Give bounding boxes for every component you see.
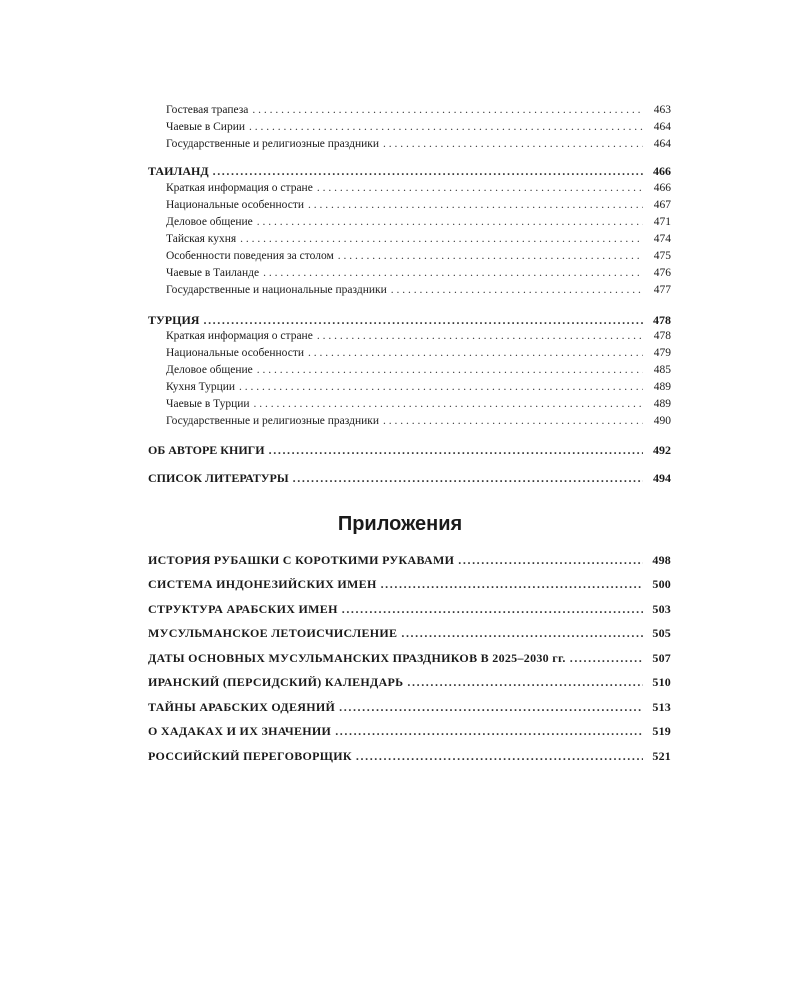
toc-entry[interactable] bbox=[166, 250, 671, 268]
dot-leader bbox=[339, 700, 643, 715]
toc-entry-page: 478 bbox=[653, 330, 671, 342]
toc-entry-title: Чаевые в Сирии bbox=[166, 121, 246, 133]
toc-chapter-title: СПИСОК ЛИТЕРАТУРЫ bbox=[148, 471, 289, 485]
toc-entry-syria-guest-meal[interactable] bbox=[166, 104, 671, 122]
dot-leader bbox=[401, 626, 643, 641]
dot-leader bbox=[570, 651, 643, 666]
toc-entry-page: 489 bbox=[653, 381, 671, 393]
dot-leader bbox=[356, 749, 643, 764]
toc-chapter-page: 492 bbox=[653, 443, 671, 457]
toc-entry-title: Национальные особенности bbox=[166, 347, 304, 359]
dot-leader bbox=[308, 347, 643, 359]
appendix-entry-title: ТАЙНЫ АРАБСКИХ ОДЕЯНИЙ bbox=[148, 700, 336, 714]
appendix-entry-page: 513 bbox=[652, 700, 671, 714]
appendix-entry[interactable] bbox=[148, 577, 671, 595]
toc-entry-page: 463 bbox=[653, 104, 671, 116]
toc-entry[interactable] bbox=[166, 415, 671, 433]
toc-chapter-title: ТУРЦИЯ bbox=[148, 313, 200, 327]
toc-entry[interactable] bbox=[166, 381, 671, 399]
toc-chapter-title: ТАИЛАНД bbox=[148, 164, 209, 178]
appendix-entry-page: 510 bbox=[652, 675, 671, 689]
appendix-entry-title: СИСТЕМА ИНДОНЕЗИЙСКИХ ИМЕН bbox=[148, 577, 377, 591]
toc-entry-page: 476 bbox=[653, 267, 671, 279]
dot-leader bbox=[240, 233, 643, 245]
toc-entry[interactable] bbox=[166, 364, 671, 382]
dot-leader bbox=[257, 216, 643, 228]
dot-leader bbox=[407, 675, 643, 690]
appendix-entry[interactable] bbox=[148, 553, 671, 571]
dot-leader bbox=[308, 199, 643, 211]
toc-entry-title: Деловое общение bbox=[166, 364, 253, 376]
toc-entry-page: 464 bbox=[653, 138, 671, 150]
appendix-entry-page: 505 bbox=[652, 626, 671, 640]
toc-entry-title: Государственные и религиозные праздники bbox=[166, 138, 380, 150]
toc-entry-page: 475 bbox=[653, 250, 671, 262]
toc-entry-page: 467 bbox=[653, 199, 671, 211]
appendix-entry-title: О ХАДАКАХ И ИХ ЗНАЧЕНИИ bbox=[148, 724, 332, 738]
toc-entry-title: Чаевые в Турции bbox=[166, 398, 250, 410]
dot-leader bbox=[213, 164, 643, 179]
dot-leader bbox=[254, 398, 643, 410]
dot-leader bbox=[269, 443, 643, 458]
appendix-entry-title: РОССИЙСКИЙ ПЕРЕГОВОРЩИК bbox=[148, 749, 352, 763]
toc-chapter-page: 466 bbox=[653, 164, 671, 178]
toc-entry-page: 485 bbox=[653, 364, 671, 376]
toc-entry-syria-holidays[interactable] bbox=[166, 138, 671, 156]
appendix-entry[interactable] bbox=[148, 724, 671, 742]
toc-chapter-title: ОБ АВТОРЕ КНИГИ bbox=[148, 443, 265, 457]
appendix-entry-page: 503 bbox=[652, 602, 671, 616]
dot-leader bbox=[383, 415, 643, 427]
toc-entry[interactable] bbox=[166, 330, 671, 348]
toc-entry[interactable] bbox=[166, 398, 671, 416]
toc-chapter-page: 478 bbox=[653, 313, 671, 327]
toc-entry-title: Чаевые в Таиланде bbox=[166, 267, 260, 279]
appendix-entry[interactable] bbox=[148, 602, 671, 620]
appendix-entry-page: 500 bbox=[652, 577, 671, 591]
toc-entry-title: Государственные и национальные праздники bbox=[166, 284, 387, 296]
toc-entry-title: Краткая информация о стране bbox=[166, 330, 313, 342]
toc-entry-title: Особенности поведения за столом bbox=[166, 250, 334, 262]
dot-leader bbox=[383, 138, 643, 150]
toc-chapter-about-author[interactable] bbox=[148, 443, 671, 461]
dot-leader bbox=[293, 471, 643, 486]
dot-leader bbox=[257, 364, 643, 376]
dot-leader bbox=[263, 267, 643, 279]
appendix-entry-title: МУСУЛЬМАНСКОЕ ЛЕТОИСЧИСЛЕНИЕ bbox=[148, 626, 398, 640]
toc-chapter-turkey[interactable] bbox=[148, 313, 671, 331]
toc-entry-page: 474 bbox=[653, 233, 671, 245]
dot-leader bbox=[252, 104, 643, 116]
appendix-entry[interactable] bbox=[148, 675, 671, 693]
toc-chapter-page: 494 bbox=[653, 471, 671, 485]
appendix-entry-page: 498 bbox=[652, 553, 671, 567]
toc-entry[interactable] bbox=[166, 347, 671, 365]
appendix-entry[interactable] bbox=[148, 749, 671, 767]
toc-entry[interactable] bbox=[166, 182, 671, 200]
appendix-entry-page: 521 bbox=[652, 749, 671, 763]
appendix-entry-title: ИСТОРИЯ РУБАШКИ С КОРОТКИМИ РУКАВАМИ bbox=[148, 553, 455, 567]
toc-entry-title: Национальные особенности bbox=[166, 199, 304, 211]
appendix-entry-title: СТРУКТУРА АРАБСКИХ ИМЕН bbox=[148, 602, 338, 616]
appendix-entry-page: 519 bbox=[652, 724, 671, 738]
toc-entry-title: Краткая информация о стране bbox=[166, 182, 313, 194]
toc-entry[interactable] bbox=[166, 267, 671, 285]
dot-leader bbox=[338, 250, 643, 262]
dot-leader bbox=[239, 381, 643, 393]
toc-entry-page: 479 bbox=[653, 347, 671, 359]
toc-entry-page: 471 bbox=[653, 216, 671, 228]
toc-chapter-bibliography[interactable] bbox=[148, 471, 671, 489]
toc-entry-title: Государственные и религиозные праздники bbox=[166, 415, 380, 427]
toc-entry-title: Кухня Турции bbox=[166, 381, 236, 393]
toc-entry-page: 466 bbox=[653, 182, 671, 194]
toc-entry[interactable] bbox=[166, 284, 671, 302]
appendix-entry[interactable] bbox=[148, 700, 671, 718]
dot-leader bbox=[381, 577, 643, 592]
appendix-entry[interactable] bbox=[148, 626, 671, 644]
appendix-entry-title: ДАТЫ ОСНОВНЫХ МУСУЛЬМАНСКИХ ПРАЗДНИКОВ В 2025–2030 гг. bbox=[148, 651, 566, 665]
toc-entry-page: 490 bbox=[653, 415, 671, 427]
dot-leader bbox=[458, 553, 643, 568]
appendix-heading: Приложения bbox=[337, 513, 463, 535]
dot-leader bbox=[342, 602, 643, 617]
toc-chapter-thailand[interactable] bbox=[148, 164, 671, 182]
toc-entry[interactable] bbox=[166, 233, 671, 251]
toc-entry[interactable] bbox=[166, 216, 671, 234]
toc-entry[interactable] bbox=[166, 199, 671, 217]
toc-entry-page: 464 bbox=[653, 121, 671, 133]
toc-entry-page: 477 bbox=[653, 284, 671, 296]
appendix-entry-title: ИРАНСКИЙ (ПЕРСИДСКИЙ) КАЛЕНДАРЬ bbox=[148, 675, 404, 689]
toc-entry-title: Деловое общение bbox=[166, 216, 253, 228]
dot-leader bbox=[335, 724, 643, 739]
dot-leader bbox=[203, 313, 643, 328]
dot-leader bbox=[391, 284, 643, 296]
dot-leader bbox=[249, 121, 643, 133]
toc-entry-syria-tips[interactable] bbox=[166, 121, 671, 139]
appendix-entry[interactable] bbox=[148, 651, 671, 669]
appendix-entry-page: 507 bbox=[652, 651, 671, 665]
toc-entry-title: Тайская кухня bbox=[166, 233, 237, 245]
dot-leader bbox=[317, 182, 643, 194]
dot-leader bbox=[317, 330, 643, 342]
toc-entry-page: 489 bbox=[653, 398, 671, 410]
toc-entry-title: Гостевая трапеза bbox=[166, 104, 249, 116]
